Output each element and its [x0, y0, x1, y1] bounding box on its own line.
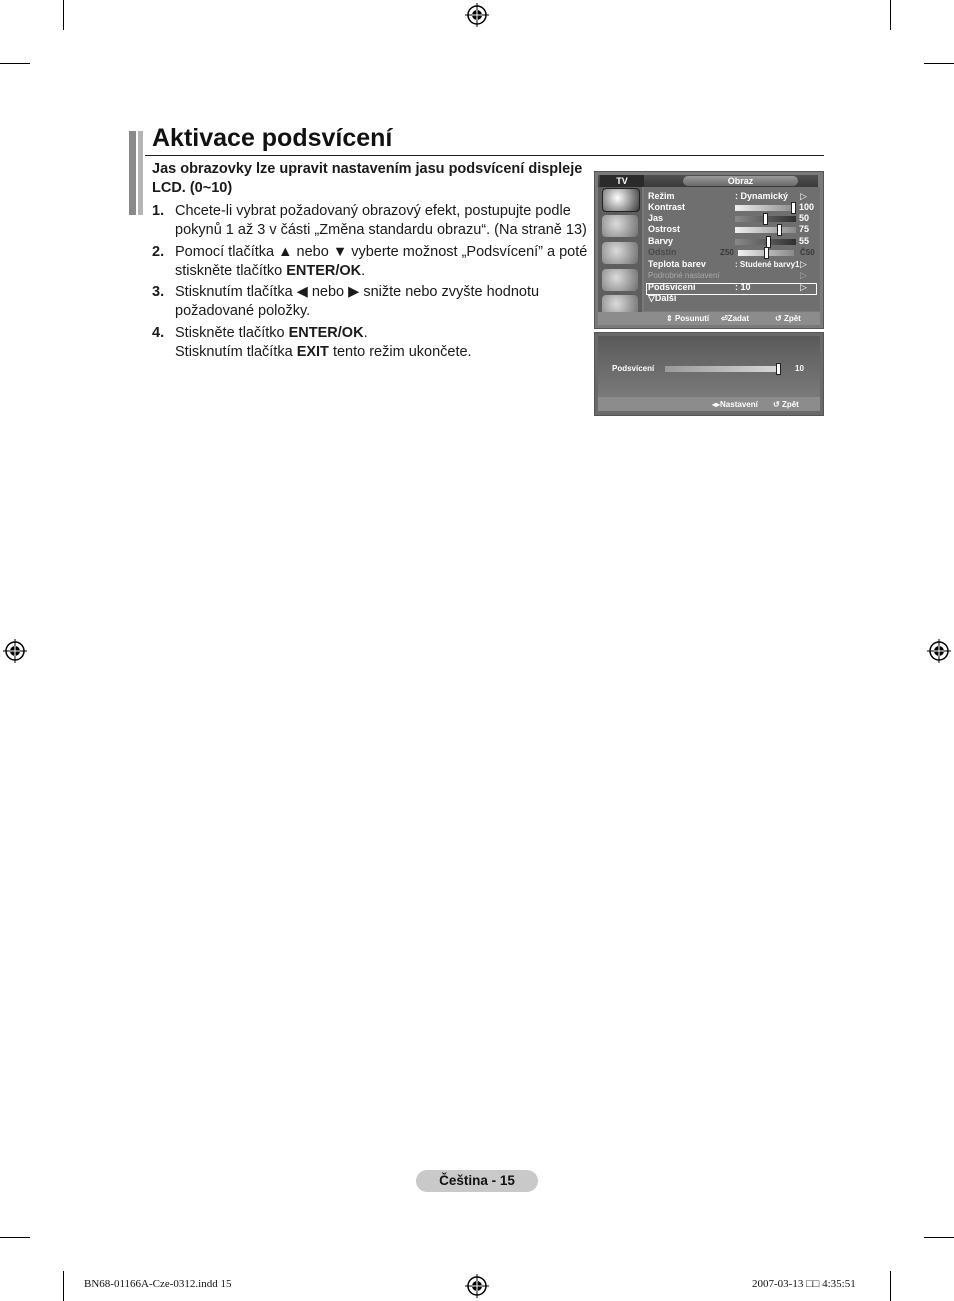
osd-row-right: Č50: [800, 248, 815, 257]
title-divider: [145, 155, 824, 156]
osd-footer-enter: ⏎Zadat: [721, 314, 750, 323]
crop-mark: [0, 1237, 30, 1238]
osd-slider: [735, 205, 796, 211]
registration-mark-icon: [3, 639, 27, 663]
arrow-right-icon: ▷: [800, 282, 807, 292]
page-title: Aktivace podsvícení: [152, 124, 393, 152]
osd-row-value: : 10: [735, 282, 751, 292]
osd-row-value: 55: [799, 236, 810, 246]
osd-row-value: 50: [799, 213, 810, 223]
step-number: 3.: [152, 284, 165, 300]
arrow-right-icon: ▷: [800, 259, 807, 269]
channel-icon: [602, 242, 638, 264]
osd-row-value: : Dynamický: [735, 191, 789, 201]
osd-backlight-label: Podsvícení: [612, 364, 655, 373]
return-icon: ↺: [773, 400, 780, 409]
title-accent-bar: [129, 131, 136, 215]
osd-row-value: 100: [799, 202, 815, 212]
osd-row-value: 75: [799, 224, 810, 234]
osd-footer-back: ↺ Zpět: [773, 400, 799, 409]
osd-slider: [735, 216, 796, 222]
slug-date: 2007-03-13 □□ 4:35:51: [752, 1278, 856, 1290]
osd-row-label: Barvy: [648, 236, 674, 246]
step-number: 2.: [152, 244, 165, 260]
osd-backlight-value: 10: [795, 364, 804, 373]
osd-slider: [735, 239, 796, 245]
title-accent-bar: [138, 131, 143, 215]
leftright-icon: ◂▸: [712, 400, 721, 409]
osd-row-left: Z50: [720, 248, 734, 257]
updown-icon: ⇕: [666, 314, 673, 323]
slider-knob: [776, 363, 781, 375]
osd-row-label: Kontrast: [648, 202, 686, 212]
arrow-right-icon: ▷: [800, 191, 807, 201]
enter-icon: ⏎: [721, 314, 728, 323]
arrow-right-icon: ▷: [800, 270, 807, 280]
step-2: [152, 243, 592, 281]
osd-slider: [738, 250, 794, 256]
slider-knob: [791, 202, 796, 214]
crop-mark: [924, 63, 954, 64]
osd-tab-picture: Obraz: [683, 176, 798, 186]
registration-mark-icon: [465, 3, 489, 27]
osd-footer-move: ⇕ Posunutí: [666, 314, 710, 323]
osd-row-label: Odstín: [648, 247, 677, 257]
osd-row-label: Podrobné nastavení: [648, 271, 720, 280]
step-4: [152, 324, 592, 362]
step-number: 1.: [152, 203, 165, 219]
crop-mark: [890, 1271, 891, 1301]
osd-footer-back: ↺ Zpět: [775, 314, 801, 323]
intro-text: Jas obrazovky lze upravit nastavením jasu podsvícení displeje LCD. (0~10): [152, 161, 583, 196]
step-3: [152, 283, 592, 321]
step-1: [152, 202, 592, 240]
step-text: Stisknutím tlačítka ◀ nebo ▶ snižte nebo zvyšte hodnotu požadované položky.: [175, 284, 540, 319]
slug-file: BN68-01166A-Cze-0312.indd 15: [84, 1278, 232, 1290]
crop-mark: [924, 1237, 954, 1238]
osd-row-label: Podsvícení: [648, 282, 696, 292]
step-text: Stiskněte tlačítko ENTER/OK. Stisknutím tlačítka EXIT tento režim ukončete.: [175, 325, 472, 360]
step-text: Pomocí tlačítka ▲ nebo ▼ vyberte možnost „Podsvícení” a poté stiskněte tlačítko ENTER/OK.: [175, 244, 588, 279]
osd-row-label: Teplota barev: [648, 259, 706, 269]
return-icon: ↺: [775, 314, 782, 323]
osd-row-value: : Studené barvy1: [735, 260, 800, 269]
step-number: 4.: [152, 325, 165, 341]
osd-row-label: Jas: [648, 213, 664, 223]
osd-sidebar: [598, 187, 642, 319]
slider-knob: [763, 213, 768, 225]
crop-mark: [0, 63, 30, 64]
crop-mark: [63, 1271, 64, 1301]
osd-row-label: Režim: [648, 191, 675, 201]
page-number-badge: Čeština - 15: [416, 1170, 538, 1192]
osd-footer-adjust: ◂▸Nastavení: [712, 400, 758, 409]
crop-mark: [63, 0, 64, 30]
sound-icon: [602, 215, 638, 237]
slider-knob: [777, 224, 782, 236]
crop-mark: [890, 0, 891, 30]
osd-backlight-slider: [665, 366, 781, 372]
slider-knob: [764, 247, 769, 259]
osd-slider: [735, 227, 796, 233]
osd-row-label: Ostrost: [648, 224, 681, 234]
registration-mark-icon: [927, 639, 951, 663]
setup-icon: [602, 269, 638, 291]
picture-icon: [602, 188, 640, 212]
osd-row-label: ▽Další: [648, 293, 677, 303]
registration-mark-icon: [465, 1274, 489, 1298]
osd-tv-label: TV: [600, 175, 644, 187]
step-text: Chcete-li vybrat požadovaný obrazový efekt, postupujte podle pokynů 1 až 3 v části „Změna standardu obrazu“. (Na straně 13): [175, 203, 587, 238]
